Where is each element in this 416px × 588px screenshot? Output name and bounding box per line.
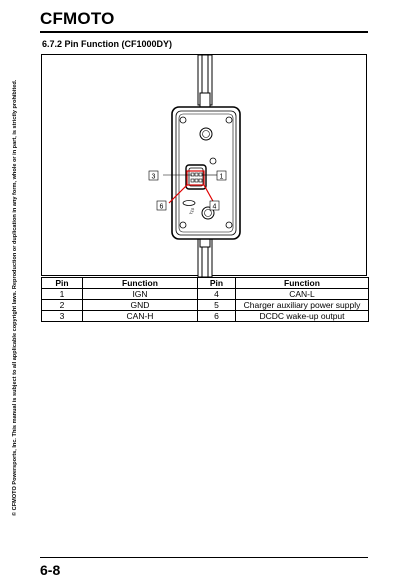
header-function: Function bbox=[236, 278, 369, 289]
svg-text:3: 3 bbox=[151, 173, 156, 181]
table-cell: 3 bbox=[42, 311, 83, 322]
table-cell: GND bbox=[83, 300, 198, 311]
section-title: 6.7.2 Pin Function (CF1000DY) bbox=[42, 39, 173, 49]
callout-pin1 bbox=[217, 171, 226, 181]
header-function: Function bbox=[83, 278, 198, 289]
svg-text:6: 6 bbox=[159, 203, 164, 211]
table-cell: DCDC wake-up output bbox=[236, 311, 369, 322]
table-cell: 2 bbox=[42, 300, 83, 311]
table-cell: 5 bbox=[198, 300, 236, 311]
table-header-row bbox=[42, 278, 369, 289]
header-rule bbox=[40, 31, 368, 33]
connector-figure bbox=[41, 54, 367, 276]
copyright-notice: © CFMOTO Powersports, Inc. This manual is subject to all applicable copyright laws. Reproduction or duplication in any form, whole or in part, is strictly prohibited. bbox=[12, 79, 18, 516]
table-row bbox=[42, 289, 369, 300]
callout-pin3 bbox=[149, 171, 158, 181]
table-cell: 4 bbox=[198, 289, 236, 300]
footer-rule bbox=[40, 557, 368, 558]
top-cable bbox=[198, 55, 212, 107]
header-pin: Pin bbox=[42, 278, 83, 289]
svg-text:1: 1 bbox=[219, 173, 224, 181]
svg-text:4: 4 bbox=[212, 203, 217, 211]
svg-text:T10: T10 bbox=[188, 207, 196, 216]
table-row bbox=[42, 300, 369, 311]
table-cell: 6 bbox=[198, 311, 236, 322]
table-cell: 1 bbox=[42, 289, 83, 300]
table-cell: CAN-H bbox=[83, 311, 198, 322]
table-cell: Charger auxiliary power supply bbox=[236, 300, 369, 311]
header-pin: Pin bbox=[198, 278, 236, 289]
table-cell: CAN-L bbox=[236, 289, 369, 300]
table-row bbox=[42, 311, 369, 322]
pin-function-table bbox=[41, 277, 369, 322]
callout-pin6 bbox=[157, 201, 166, 211]
table-cell: IGN bbox=[83, 289, 198, 300]
brand-logo-text: CFMOTO bbox=[40, 9, 115, 28]
callout-pin4 bbox=[210, 201, 219, 211]
connector-drawing bbox=[42, 55, 368, 277]
page-number: 6-8 bbox=[40, 562, 61, 578]
